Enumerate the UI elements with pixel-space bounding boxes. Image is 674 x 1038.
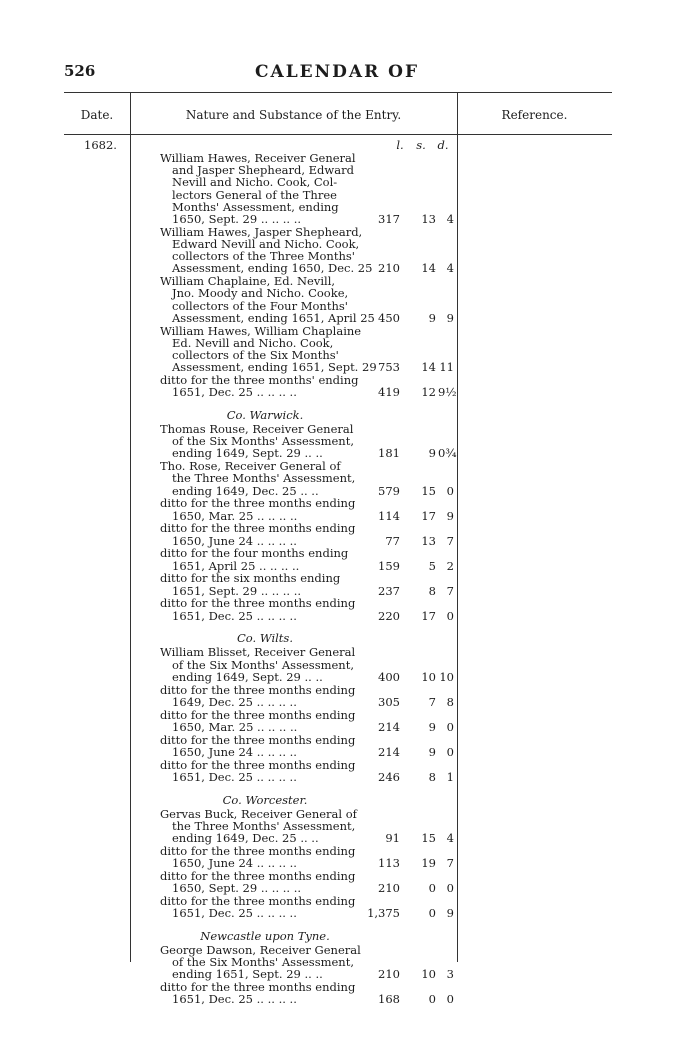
entry-text-line: collectors of the Three Months' (172, 249, 355, 264)
entry-row (160, 808, 456, 845)
shillings-value: 10 (421, 967, 436, 982)
page-number: 526 (64, 62, 96, 80)
entry-row (160, 460, 456, 497)
date-column-rule (130, 92, 131, 962)
entry-amount (366, 361, 456, 373)
entry-text-line: ditto for the three months ending (160, 596, 356, 611)
pence-value: 9 (446, 310, 454, 325)
entry-text-line: 1651, Sept. 29 .. .. .. .. (172, 583, 302, 598)
entry-text-line: ditto for the three months ending (160, 521, 356, 536)
entry-text-line: William Hawes, William Chaplaine (160, 323, 362, 338)
entry-row (160, 646, 456, 683)
entry-text-line: ending 1651, Sept. 29 .. .. (172, 967, 323, 982)
pence-value: 7 (446, 533, 454, 548)
shillings-value: 9 (428, 719, 436, 734)
entry-text-line: Ed. Nevill and Nicho. Cook, (172, 335, 334, 350)
pounds-value: 246 (378, 769, 400, 784)
entry-text-line: William Hawes, Receiver General (160, 151, 356, 165)
entry-row (160, 152, 456, 225)
entry-text-line: of the Six Months' Assessment, (172, 434, 354, 449)
pounds-value: 114 (378, 508, 400, 523)
shillings-value: 8 (428, 769, 436, 784)
entry-text-line: ditto for the three months ending (160, 682, 356, 697)
pounds-value: 220 (378, 608, 400, 623)
section-heading: Newcastle upon Tyne. (200, 928, 330, 943)
pence-value: 10 (439, 669, 454, 684)
pence-value: 9½ (438, 385, 457, 400)
pounds-value: 113 (378, 856, 400, 870)
entry-text-line: William Blisset, Receiver General (160, 645, 356, 660)
entry-text-line: Nevill and Nicho. Cook, Col- (172, 175, 338, 190)
entry-text-line: ending 1649, Sept. 29 .. .. (172, 669, 323, 684)
entry-amount (366, 882, 456, 894)
entry-text-line: Thomas Rouse, Receiver General (160, 422, 354, 436)
entry-row (160, 684, 456, 708)
entry-text-line: ending 1649, Dec. 25 .. .. (172, 483, 319, 498)
entry-amount (366, 386, 456, 398)
entry-row (160, 759, 456, 783)
shillings-value: 12 (421, 385, 436, 400)
entry-text-line: ditto for the three months' ending (160, 373, 359, 387)
pounds-value: 753 (378, 360, 400, 375)
entry-text-line: Assessment, ending 1651, Sept. 29 (172, 360, 377, 375)
entry-row (160, 734, 456, 758)
shillings-value: 7 (428, 694, 436, 709)
entry-amount (366, 263, 456, 275)
section-heading: Co. Warwick. (226, 408, 304, 422)
entry-text-line: William Chaplaine, Ed. Nevill, (160, 274, 336, 289)
pounds-label: l. (396, 138, 404, 152)
entry-amount (366, 312, 456, 324)
entry-text-line: of the Six Months' Assessment, (172, 657, 354, 672)
shillings-value: 0 (428, 906, 436, 920)
pence-value: 0 (446, 744, 454, 759)
entry-amount (366, 671, 456, 683)
pence-value: 8 (446, 694, 454, 709)
entry-row (160, 944, 456, 981)
pounds-value: 210 (378, 881, 400, 895)
shillings-value: 13 (421, 212, 436, 227)
pounds-value: 210 (378, 261, 400, 276)
shillings-value: 17 (421, 508, 436, 523)
shillings-value: 15 (421, 483, 436, 498)
entry-row (160, 374, 456, 398)
entry-text-line: 1651, Dec. 25 .. .. .. .. (172, 992, 297, 1007)
pounds-value: 214 (378, 744, 400, 759)
pounds-value: 1,375 (367, 906, 400, 920)
entry-text-line: ditto for the three months ending (160, 496, 356, 511)
entry-text-line: the Three Months' Assessment, (172, 818, 356, 833)
pence-value: 1 (446, 769, 454, 784)
entry-text-line: ditto for the six months ending (160, 571, 341, 586)
entry-text-line: ending 1649, Dec. 25 .. .. (172, 831, 319, 845)
entry-text-line: ditto for the three months ending (160, 707, 356, 722)
header-rule-bottom (64, 134, 612, 135)
entry-text-line: Gervas Buck, Receiver General of (160, 806, 357, 821)
entry-amount (366, 510, 456, 522)
pence-value: 9 (446, 508, 454, 523)
entry-text-line: Edward Nevill and Nicho. Cook, (172, 237, 360, 251)
pounds-value: 305 (378, 694, 400, 709)
entry-text-line: 1651, Dec. 25 .. .. .. .. (172, 385, 297, 400)
entry-text-line: Tho. Rose, Receiver General of (160, 459, 341, 474)
entry-amount (366, 585, 456, 597)
column-header-nature: Nature and Substance of the Entry. (185, 108, 402, 122)
pounds-value: 91 (385, 831, 400, 845)
entry-row (160, 981, 456, 1005)
entry-text-line: ending 1649, Sept. 29 .. .. (172, 446, 323, 461)
entry-text-line: 1650, Sept. 29 .. .. .. .. (172, 212, 302, 227)
pounds-value: 159 (378, 558, 400, 573)
entry-text-line: lectors General of the Three (172, 187, 337, 202)
shillings-value: 0 (428, 992, 436, 1007)
pence-label: d. (437, 138, 449, 152)
entry-text-line: 1649, Dec. 25 .. .. .. .. (172, 694, 297, 709)
entry-text-line: Jno. Moody and Nicho. Cooke, (172, 286, 349, 301)
column-header-reference: Reference. (501, 108, 568, 122)
entry-row (160, 709, 456, 733)
entry-text-line: ditto for the three months ending (160, 893, 356, 908)
pence-value: 0 (446, 608, 454, 623)
pence-value: 7 (446, 583, 454, 598)
pounds-value: 317 (378, 212, 400, 227)
entry-amount (366, 535, 456, 547)
entry-year: 1682. (84, 138, 117, 152)
entry-row (160, 597, 456, 621)
pence-value: 0 (446, 483, 454, 498)
entry-row (160, 226, 456, 275)
shillings-value: 19 (421, 856, 436, 870)
pounds-value: 181 (378, 446, 400, 461)
entry-text-line: 1651, Dec. 25 .. .. .. .. (172, 608, 297, 623)
entry-amount (366, 610, 456, 622)
entry-row (160, 870, 456, 894)
pounds-value: 450 (378, 310, 400, 325)
section-heading: Co. Worcester. (222, 792, 308, 807)
pounds-value: 400 (378, 669, 400, 684)
pence-value: 4 (446, 261, 454, 276)
entry-amount (366, 696, 456, 708)
entry-row (160, 275, 456, 324)
entry-text-line: 1650, June 24 .. .. .. .. (172, 533, 297, 548)
entry-text-line: 1651, Dec. 25 .. .. .. .. (172, 906, 297, 920)
shillings-value: 9 (428, 310, 436, 325)
entry-row (160, 572, 456, 596)
pence-value: 4 (446, 831, 454, 845)
entry-amount (366, 560, 456, 572)
entry-amount (366, 968, 456, 980)
pounds-value: 168 (378, 992, 400, 1007)
entry-row (160, 423, 456, 460)
entry-text-line: George Dawson, Receiver General (160, 942, 361, 957)
entry-text-line: and Jasper Shepheard, Edward (172, 163, 354, 178)
pounds-value: 77 (385, 533, 400, 548)
entry-amount (366, 993, 456, 1005)
entry-amount (366, 746, 456, 758)
shillings-value: 14 (421, 360, 436, 375)
entry-text-line: Assessment, ending 1650, Dec. 25 (172, 261, 373, 276)
pence-value: 0 (446, 881, 454, 895)
entry-text-line: William Hawes, Jasper Shepheard, (160, 224, 363, 239)
entry-text-line: the Three Months' Assessment, (172, 471, 356, 486)
reference-column-rule (457, 92, 458, 962)
entry-text-line: ditto for the four months ending (160, 546, 349, 561)
entry-text-line: collectors of the Six Months' (172, 348, 339, 362)
entry-text-line: ditto for the three months ending (160, 980, 356, 994)
pence-value: 9 (446, 906, 454, 920)
entry-amount (366, 485, 456, 497)
entry-row (160, 522, 456, 546)
entry-row (160, 845, 456, 869)
entry-row (160, 325, 456, 374)
entry-text-line: ditto for the three months ending (160, 843, 356, 858)
pence-value: 4 (446, 212, 454, 227)
entry-text-line: Assessment, ending 1651, April 25 (172, 310, 375, 325)
entry-amount (366, 213, 456, 225)
shillings-value: 0 (428, 881, 436, 895)
entry-text-line: 1651, Dec. 25 .. .. .. .. (172, 769, 297, 784)
pounds-value: 210 (378, 967, 400, 982)
entry-text-line: 1650, Mar. 25 .. .. .. .. (172, 508, 298, 523)
pence-value: 7 (446, 856, 454, 870)
shillings-value: 14 (421, 261, 436, 276)
pounds-value: 237 (378, 583, 400, 598)
entry-text-line: ditto for the three months ending (160, 868, 356, 883)
entry-text-line: 1651, April 25 .. .. .. .. (172, 558, 300, 573)
shillings-value: 10 (421, 669, 436, 684)
entry-row (160, 547, 456, 571)
entry-text-line: 1650, Sept. 29 .. .. .. .. (172, 881, 302, 895)
entry-text-line: ditto for the three months ending (160, 732, 356, 747)
pounds-value: 419 (378, 385, 400, 400)
entry-row (160, 497, 456, 521)
entry-text-line: collectors of the Four Months' (172, 298, 348, 313)
pence-value: 0¾ (438, 446, 457, 461)
entry-text-line: 1650, June 24 .. .. .. .. (172, 856, 297, 870)
pence-value: 2 (446, 558, 454, 573)
pence-value: 0 (446, 992, 454, 1007)
entry-text-line: of the Six Months' Assessment, (172, 955, 354, 969)
entry-text-line: 1650, June 24 .. .. .. .. (172, 744, 297, 759)
entry-text-line: 1650, Mar. 25 .. .. .. .. (172, 719, 298, 734)
section-heading: Co. Wilts. (237, 631, 293, 646)
shillings-value: 9 (428, 446, 436, 461)
shillings-value: 8 (428, 583, 436, 598)
entry-amount (366, 721, 456, 733)
pounds-value: 579 (378, 483, 400, 498)
entry-amount (366, 771, 456, 783)
entry-amount (366, 907, 456, 919)
shillings-value: 5 (428, 558, 436, 573)
entry-amount (366, 832, 456, 844)
entry-text-line: Months' Assessment, ending (172, 199, 339, 214)
entry-amount (366, 857, 456, 869)
shillings-value: 9 (428, 744, 436, 759)
shillings-value: 13 (421, 533, 436, 548)
shillings-label: s. (416, 138, 426, 152)
pence-value: 11 (439, 360, 454, 375)
shillings-value: 15 (421, 831, 436, 845)
pence-value: 3 (446, 967, 454, 982)
entry-row (160, 895, 456, 919)
entry-amount (366, 448, 456, 460)
running-head: CALENDAR OF (254, 62, 420, 82)
pence-value: 0 (446, 719, 454, 734)
column-header-date: Date. (80, 108, 114, 122)
shillings-value: 17 (421, 608, 436, 623)
entry-text-line: ditto for the three months ending (160, 757, 356, 772)
header-rule-top (64, 92, 612, 93)
pounds-value: 214 (378, 719, 400, 734)
